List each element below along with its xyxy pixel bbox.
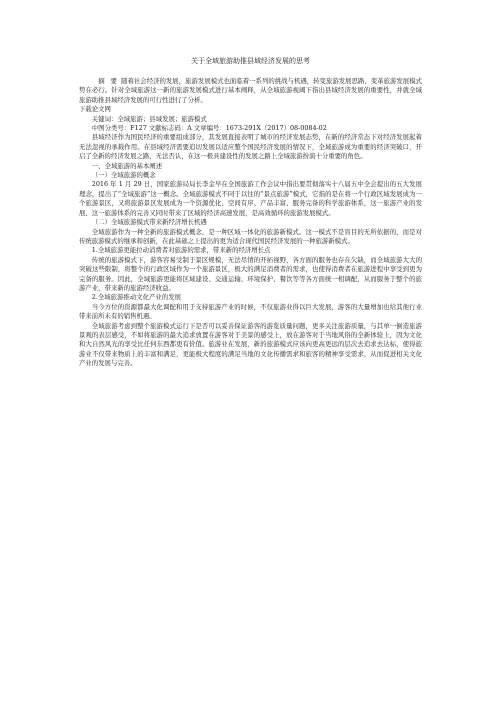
subsection-heading-1: （一）全域旅游的概念 [91,171,156,180]
body-paragraph-4: 当今方位的资源都最大化调配和用于支持旅游产业的时候，不仅旅游业得以巨大发展，游客的大量增加也给其他行业带来前所未有的销售机遇。 [79,302,422,321]
point-heading-2: 2.全域旅游推动文化产业的发展 [91,293,181,302]
body-paragraph-3: 传统的旅游模式下，游客容易受制于景区规模，无法尽情的开拓视野，各方面的服务也存在欠缺，而全域旅游大大的突破这些限制，将整个的行政区域作为一个旅游景区，极大的满足消费者的需求，也使得消费者在旅游进程中享受到更为完备的服务。因此，全域旅游更能将区域建设、交通运输、环境保护、餐饮等等各方面统一相调配，从而服务于整个的旅游产业，带来新的旅游经济收益。 [79,255,422,292]
document-title: 关于全域旅游助推县域经济发展的思考 [191,57,310,65]
body-paragraph-1: 2016 年 1 月 29 日，国家旅游局局长李金早在全国旅游工作会议中指出要贯彻落实十八届五中全会提出的五大发展理念，提出了“全域旅游”这一概念。全域旅游模式不同于以往的“景点旅游”模式，它指的是在将一个行政区域发展成为一个旅游景区，又将旅游景区发展成为一个资源优化、空间有序、产品丰富、服务完备的科学旅游体系，这一旅游产业的发展、这一旅游体系的完善又同时带来了区域的经济高速发展，是高效循环的旅游发展模式。 [79,180,422,217]
keywords-line: 关键词：全域旅游；县域发展；旅游模式 [91,114,207,123]
abstract-paragraph [79,77,422,105]
body-paragraph-5: 全域旅游考虑到整个旅游模式运行下是否可以妥善保证游客的游览质量问题，更多关注旅游质量，与其单一倒造旅游景观的表层感受，不如将旅游的最大追求放置在游客对于美景的感受上，放在游客对于当地风俗的全新体验上，因为文化和大自然风光的享受比任何东西都更有价值。旅游业在发展，新的旅游模式应该向更高更远的层次去追求去达标，使得旅游业不仅带来物质上的丰富和满足，更能极大程度的满足当地的文化传播需求和旅客的精神享受需求，从而促进相关文化产业的发展与完善。 [79,321,422,368]
subsection-heading-2: （二）全域旅游模式带来新经济增长机遇 [91,218,207,227]
intro-paragraph: 县域经济作为国民经济的重要组成部分，其发展直接表明了城市的经济发展态势，在新的经济常态下对经济发展起着无法忽视的承载作用。在县域经济需要追切发展以适应整个国民经济发展的情况下，全域旅游成为重要的经济突破口，开启了全新的经济发展之路，无法否认，在这一极具建设性的发展之路上全域旅游扮演十分重要的角色。 [79,133,422,161]
section-heading-1: 一、全域旅游的基本阐述 [91,161,163,170]
abstract-label: 摘 要 [98,77,120,85]
point-heading-1: 1.全域旅游更能拉动消费者对旅游的需求，带来新的经济增长点 [91,246,271,255]
body-paragraph-2: 全域旅游作为一种全新的旅游模式概念，是一种区域一体化的旅游新模式。这一模式不是盲目的无所依据的，而是对传统旅游模式的继承和创新，在此基础之上提出的更为适合现代国民经济发展的一种旅游新模式。 [79,227,422,245]
classification-line: 中图分类号：F127 文献标志码：A 文章编号：1673-291X（2017）08-0084-02 [91,124,327,133]
abstract-text: 随着社会经济的发展，旅游发展模式也面临着一系列的挑战与机遇，转变旅游发展思路、变革旅游发展模式势在必行。针对全域旅游这一新的旅游发展模式进行基本阐释，从全域旅游视阈下指出县域经济发展的重要性，并就全域旅游助推县域经济发展的可行性进行了分析。 [79,77,422,104]
download-link[interactable]: 下载论文网 [79,105,111,114]
